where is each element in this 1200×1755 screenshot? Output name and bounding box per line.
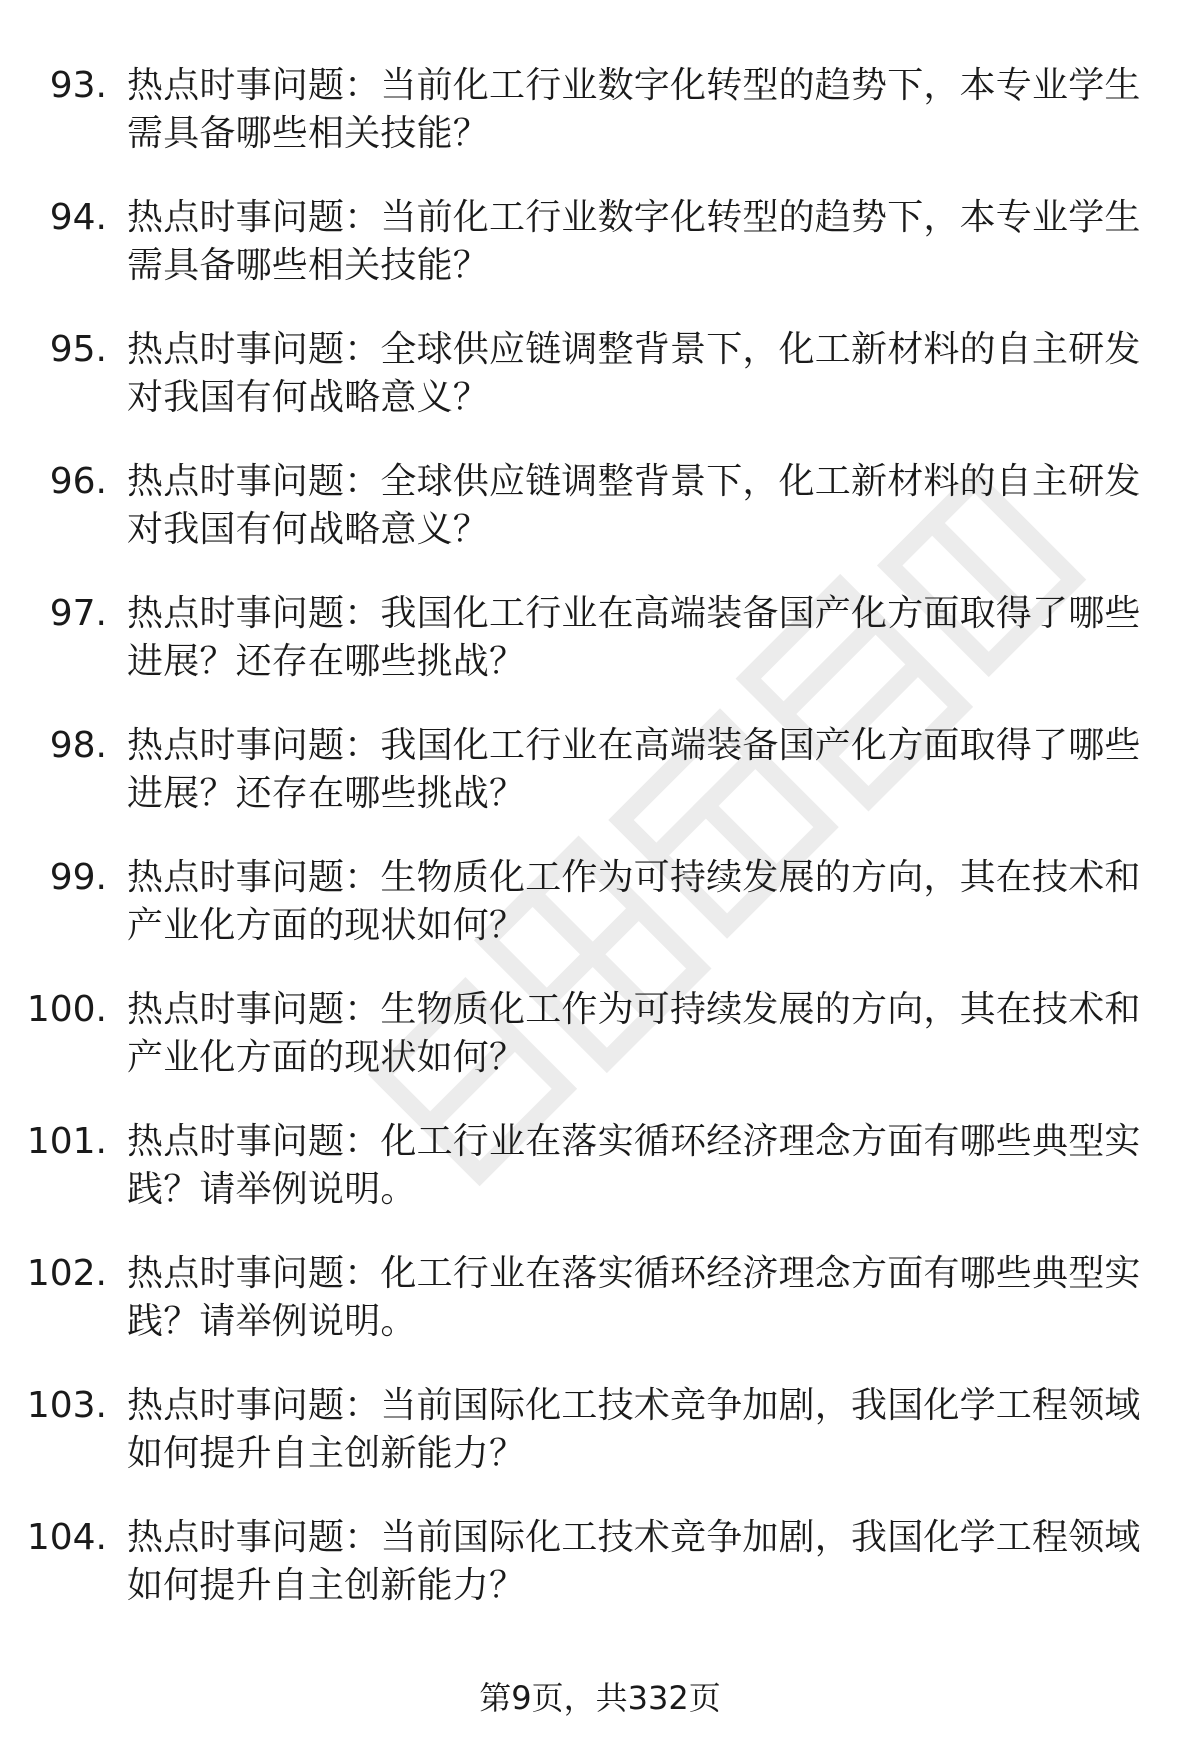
question-number: 98.: [49, 725, 107, 766]
question-item: [0, 50, 1200, 182]
question-text: 热点时事问题：当前化工行业数字化转型的趋势下，本专业学生需具备哪些相关技能？: [127, 197, 1141, 286]
question-item: [0, 1238, 1200, 1370]
question-item: [0, 974, 1200, 1106]
question-item: [0, 182, 1200, 314]
question-number: 95.: [49, 329, 107, 370]
question-number: 99.: [49, 857, 107, 898]
page-number-footer: 第9页，共332页: [479, 1679, 721, 1717]
question-number: 102.: [26, 1253, 107, 1294]
question-number: 101.: [26, 1121, 107, 1162]
question-item: [0, 578, 1200, 710]
question-number: 104.: [26, 1517, 107, 1558]
question-item: [0, 842, 1200, 974]
question-item: [0, 710, 1200, 842]
question-text: 热点时事问题：生物质化工作为可持续发展的方向，其在技术和产业化方面的现状如何？: [127, 989, 1141, 1078]
question-text: 热点时事问题：全球供应链调整背景下，化工新材料的自主研发对我国有何战略意义？: [127, 329, 1141, 418]
question-text: 热点时事问题：化工行业在落实循环经济理念方面有哪些典型实践？请举例说明。: [127, 1253, 1141, 1342]
question-text: 热点时事问题：我国化工行业在高端装备国产化方面取得了哪些进展？还存在哪些挑战？: [127, 593, 1141, 682]
question-text: 热点时事问题：化工行业在落实循环经济理念方面有哪些典型实践？请举例说明。: [127, 1121, 1141, 1210]
question-text: 热点时事问题：当前国际化工技术竞争加剧，我国化学工程领域如何提升自主创新能力？: [127, 1385, 1141, 1474]
question-text: 热点时事问题：当前化工行业数字化转型的趋势下，本专业学生需具备哪些相关技能？: [127, 65, 1141, 154]
question-text: 热点时事问题：我国化工行业在高端装备国产化方面取得了哪些进展？还存在哪些挑战？: [127, 725, 1141, 814]
question-item: [0, 314, 1200, 446]
question-text: 热点时事问题：全球供应链调整背景下，化工新材料的自主研发对我国有何战略意义？: [127, 461, 1141, 550]
question-text: 热点时事问题：生物质化工作为可持续发展的方向，其在技术和产业化方面的现状如何？: [127, 857, 1141, 946]
question-number: 103.: [26, 1385, 107, 1426]
question-item: [0, 1502, 1200, 1634]
question-item: [0, 1370, 1200, 1502]
question-number: 100.: [26, 989, 107, 1030]
question-number: 94.: [49, 197, 107, 238]
question-text: 热点时事问题：当前国际化工技术竞争加剧，我国化学工程领域如何提升自主创新能力？: [127, 1517, 1141, 1606]
question-number: 93.: [49, 65, 107, 106]
question-number: 96.: [49, 461, 107, 502]
question-item: [0, 1106, 1200, 1238]
question-item: [0, 446, 1200, 578]
question-number: 97.: [49, 593, 107, 634]
question-list: [0, 50, 1200, 1634]
